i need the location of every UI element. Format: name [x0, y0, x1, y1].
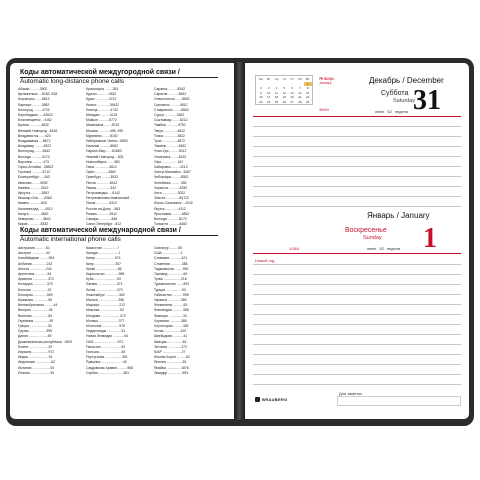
- code-entry: Мальта .....................356: [86, 298, 125, 303]
- international-column-1: [18, 246, 84, 376]
- holiday-label: Новый год: [255, 258, 275, 263]
- code-entry: Махачкала ........8722: [86, 123, 120, 128]
- code-entry: Чехия .................420: [154, 329, 187, 334]
- entry1-red-rule: [253, 116, 461, 117]
- mini-calendar-weekday: Вт: [267, 77, 271, 81]
- code-entry: Португалия ..................351: [86, 355, 128, 360]
- code-entry: Курган ............3522: [86, 92, 117, 97]
- code-entry: Эквадор ...............593: [154, 370, 189, 375]
- day-of-year: 365/0: [319, 107, 330, 112]
- note-line[interactable]: [253, 334, 461, 335]
- code-entry: Абакан ..........3902: [18, 87, 48, 91]
- note-line[interactable]: [253, 294, 461, 295]
- mini-calendar-weekday: Пн: [258, 77, 263, 81]
- code-entry: Италия .....................39: [18, 370, 55, 375]
- mini-calendar-day: 20: [290, 95, 294, 100]
- domestic-codes-subtitle: Automatic long-distance phone calls: [20, 78, 125, 85]
- code-entry: Барнаул ..........3852: [18, 102, 50, 107]
- code-entry: Магадан ..........4132: [86, 113, 118, 118]
- code-entry: Брянск ............4832: [18, 123, 49, 128]
- code-entry: Вологда ...........8172: [18, 154, 50, 159]
- code-entry: Саранск ..........8342: [154, 87, 186, 91]
- code-entry: Азербайджан .........994: [18, 256, 55, 261]
- mini-calendar-day: 7: [299, 86, 301, 91]
- domestic-column-1: [18, 87, 84, 227]
- code-entry: Пенза ..............8412: [86, 180, 118, 185]
- week-label-ru: неделя: [394, 109, 409, 114]
- mini-calendar-day: 9: [260, 90, 262, 95]
- code-entry: Тула ................4872: [154, 139, 185, 144]
- mini-calendar-day: 15: [306, 90, 310, 95]
- code-entry: Вьетнам .................84: [18, 313, 53, 318]
- domestic-column-3: [154, 87, 224, 227]
- code-entry: Бельгия .................32: [18, 287, 52, 292]
- mini-calendar-day: 5: [283, 86, 286, 91]
- code-entry: Санкт-Петербург ..812: [86, 222, 122, 227]
- code-entry: Армения ................374: [18, 277, 54, 282]
- note-line[interactable]: [253, 344, 461, 345]
- code-entry: Омск ...............3812: [86, 165, 117, 170]
- entry1-weekday-en: Saturday: [393, 98, 416, 104]
- code-entry: Саудовская Аравия ..........966: [86, 365, 134, 370]
- code-entry: Финляндия ...........358: [154, 308, 189, 313]
- international-column-2: [86, 246, 152, 376]
- right-page: [245, 63, 469, 419]
- note-line[interactable]: [253, 126, 461, 127]
- code-entry: Волгоград ........8442: [18, 149, 51, 154]
- note-line[interactable]: [253, 364, 461, 365]
- code-entry: Монако .....................377: [86, 318, 125, 323]
- mini-calendar-day: 25: [274, 99, 279, 104]
- mini-calendar-day: 6: [291, 86, 293, 91]
- entry1-week-row: [375, 109, 408, 114]
- code-entry: Грузия ..................995: [18, 329, 53, 334]
- mini-calendar-day: 24: [267, 99, 271, 104]
- code-entry: Липецк .............4742: [86, 107, 118, 112]
- code-entry: Филиппины ...........63: [154, 303, 188, 308]
- mini-calendar-day: 19: [282, 95, 286, 100]
- note-line[interactable]: [253, 304, 461, 305]
- code-entry: Греция ...................30: [18, 324, 52, 329]
- left-page: [10, 63, 234, 419]
- mini-calendar-day: 21: [298, 95, 302, 100]
- mini-calendar-weekday: Вс: [305, 77, 310, 81]
- mini-calendar-day: 18: [274, 95, 279, 100]
- code-entry: Набережные Челны ..8552: [86, 139, 128, 144]
- code-entry: Китай .......................86: [86, 266, 122, 271]
- code-entry: Турция .................90: [154, 287, 186, 292]
- mini-calendar-weekday: Пт: [290, 77, 294, 81]
- code-entry: Албания ...............213: [18, 261, 53, 266]
- code-entry: Мурманск ........8152: [86, 133, 118, 138]
- code-entry: Тверь ..............4822: [154, 128, 185, 133]
- code-entry: Уфа .................347: [154, 159, 184, 164]
- code-entry: Туркменистан .......993: [154, 282, 190, 287]
- notes-label: Для заметок: [339, 391, 362, 396]
- code-entry: Индия .....................91: [18, 355, 53, 360]
- note-line[interactable]: [253, 196, 461, 197]
- code-entry: США ...................1: [154, 251, 183, 256]
- code-entry: Сербия ..........................381: [86, 370, 129, 375]
- international-column-3: [154, 246, 224, 376]
- code-entry: Владивосток ......423: [18, 133, 51, 138]
- week-number: 52: [379, 246, 384, 251]
- code-entry: Грозный ...........8712: [18, 170, 50, 175]
- code-entry: Молдова ....................373: [86, 313, 126, 318]
- code-entry: Иваново ........4932: [18, 180, 48, 185]
- code-entry: Ханты-Мансийск ..3467: [154, 170, 191, 175]
- domestic-column-2: [86, 87, 152, 227]
- code-entry: Биробиджан .....42622: [18, 113, 53, 118]
- code-entry: Самара .............846: [86, 217, 118, 222]
- notes-box[interactable]: [337, 396, 461, 406]
- code-entry: Монголия ..................976: [86, 324, 125, 329]
- code-entry: Австрия ...............43: [18, 251, 50, 256]
- note-line[interactable]: [253, 166, 461, 167]
- code-entry: Словакия ............421: [154, 256, 188, 261]
- mini-calendar-day: 17: [267, 95, 271, 100]
- entry2-weekday: Воскресенье: [345, 227, 387, 234]
- code-entry: ЮАР ....................27: [154, 350, 186, 355]
- note-line[interactable]: [253, 206, 461, 207]
- code-entry: Латвия ....................371: [86, 282, 123, 287]
- code-entry: Ижевск ...........3412: [18, 185, 49, 190]
- entry1-day-number: 31: [413, 85, 441, 116]
- note-line[interactable]: [253, 186, 461, 187]
- code-entry: Сургут ............3462: [154, 113, 185, 118]
- week-label-ru: неделя: [386, 246, 401, 251]
- code-entry: Беларусь ..............375: [18, 282, 53, 287]
- code-entry: Австралия ...........61: [18, 246, 50, 250]
- code-entry: Владимир .........4922: [18, 144, 52, 149]
- code-entry: Нидерланды ...............31: [86, 329, 125, 334]
- code-entry: Саратов ...........8452: [154, 92, 187, 97]
- code-entry: Ямайка ...............1876: [154, 365, 189, 370]
- code-entry: Кипр ......................357: [86, 261, 121, 266]
- code-entry: Швейцария ...........41: [154, 334, 188, 339]
- code-entry: Петропавловск-Камчатский ..: [86, 196, 133, 201]
- code-entry: Пермь ..............342: [86, 185, 117, 190]
- code-entry: Южная Корея ..........82: [154, 355, 190, 360]
- title-divider: [20, 77, 218, 78]
- mini-calendar-day: 26: [282, 99, 286, 104]
- code-entry: Израиль .................972: [18, 350, 55, 355]
- code-entry: Нальчик ...........8662: [86, 144, 118, 149]
- code-entry: Вологда ............8172: [154, 217, 187, 222]
- note-line[interactable]: [253, 146, 461, 147]
- code-entry: Узбекистан ...........998: [154, 292, 189, 297]
- code-entry: Ростов-на-Дону ...863: [86, 206, 121, 211]
- code-entry: Тюмень ............3452: [154, 144, 187, 149]
- code-entry: Йошкар-Ола ......8362: [18, 196, 53, 201]
- code-entry: Оренбург .........3532: [86, 175, 118, 180]
- mini-calendar-day: 22: [306, 95, 310, 100]
- code-entry: Новая Зеландия ............64: [86, 334, 129, 339]
- note-line[interactable]: [253, 156, 461, 157]
- code-entry: Киров .............8332: [18, 222, 49, 227]
- code-entry: Украина ..............380: [154, 298, 187, 303]
- code-entry: Швеция ................46: [154, 339, 187, 344]
- mini-calendar: [255, 75, 313, 105]
- mini-calendar-month: Январь: [319, 76, 335, 81]
- international-codes-title: Коды автоматической международной связи /: [20, 227, 181, 234]
- code-entry: Смоленск ..........4812: [154, 102, 188, 107]
- code-entry: Черкесск ...........8782: [154, 185, 188, 190]
- code-entry: Екатеринбург ....343: [18, 175, 50, 180]
- note-line[interactable]: [253, 384, 461, 385]
- code-entry: Марокко ....................212: [86, 303, 125, 308]
- entry2-week-row: [367, 246, 400, 251]
- note-line[interactable]: [253, 314, 461, 315]
- code-entry: Германия ................49: [18, 318, 53, 323]
- code-entry: Чебоксары .........8352: [154, 175, 189, 180]
- mini-calendar-day: 8: [306, 86, 309, 91]
- entry2-day-of-year: [289, 246, 299, 251]
- code-entry: Астрахань .......8512: [18, 97, 50, 102]
- code-entry: Воронеж ...........473: [18, 159, 49, 164]
- note-line[interactable]: [253, 354, 461, 355]
- code-entry: Курск ..............4712: [86, 97, 117, 102]
- code-entry: Иркутск ...........3952: [18, 191, 50, 196]
- mini-calendar-month-en: January: [319, 81, 332, 85]
- code-entry: Пакистан .....................92: [86, 344, 126, 349]
- code-entry: Нижний Новгород ...831: [86, 154, 124, 159]
- code-entry: Бразилия ...............55: [18, 298, 52, 303]
- mini-calendar-day: 23: [259, 99, 263, 104]
- code-entry: Аргентина .............54: [18, 272, 52, 277]
- code-entry: Нарьян-Мар ......81853: [86, 149, 122, 154]
- code-entry: Куба ........................53: [86, 277, 121, 282]
- code-entry: Испания ...................34: [18, 365, 55, 370]
- entry2-red-rule: [253, 253, 461, 254]
- code-entry: Польша .......................48: [86, 350, 125, 355]
- week-number: 52: [387, 109, 392, 114]
- mini-calendar-day: 28: [298, 99, 302, 104]
- note-line[interactable]: [253, 374, 461, 375]
- code-entry: Таиланд ................66: [154, 272, 188, 277]
- entry1-month: Декабрь / December: [369, 76, 444, 85]
- mini-calendar-weekday: Чт: [282, 77, 286, 81]
- code-entry: Казахстан ...............7: [86, 246, 119, 250]
- code-entry: Ульяновск ........8422: [154, 154, 187, 159]
- code-entry: Новосибирск .......383: [86, 159, 120, 164]
- code-entry: Дания ....................45: [18, 334, 52, 339]
- note-line[interactable]: [253, 324, 461, 325]
- code-entry: Черногория ..........382: [154, 324, 189, 329]
- international-codes-subtitle: Automatic international phone calls: [20, 236, 121, 243]
- code-entry: Венгрия ..................36: [18, 308, 53, 313]
- code-entry: Томск ..............3822: [154, 133, 185, 138]
- note-line[interactable]: [253, 136, 461, 137]
- code-entry: Люксембург ..............352: [86, 292, 125, 297]
- brand-mark-icon: [255, 397, 260, 402]
- code-entry: Архангельск ....8182, 818: [18, 92, 58, 97]
- code-entry: Орёл ..............4862: [86, 170, 117, 175]
- mini-calendar-day: 14: [298, 90, 302, 95]
- mini-calendar-day: 11: [274, 90, 279, 95]
- code-entry: Челябинск ..........351: [154, 180, 187, 185]
- code-entry: Рязань ............4912: [86, 211, 117, 216]
- code-entry: Красноярск ........391: [86, 87, 119, 91]
- planner-spine: [234, 62, 245, 420]
- code-entry: Тольятти ...........8482: [154, 222, 188, 227]
- code-entry: Благовещенск ...4162: [18, 118, 52, 123]
- brand-name: BRAUBERG: [262, 397, 288, 402]
- code-entry: Литва ......................370: [86, 287, 123, 292]
- brand-logo: [255, 397, 288, 402]
- code-entry: Франция ...............33: [154, 313, 187, 318]
- note-line[interactable]: [253, 284, 461, 285]
- code-entry: Болгария ..............359: [18, 292, 53, 297]
- code-entry: Тамбов ............4752: [154, 123, 186, 128]
- entry1-weekday: Суббота: [381, 90, 409, 97]
- code-entry: Эстония ..............372: [154, 344, 187, 349]
- note-line[interactable]: [253, 264, 461, 265]
- code-entry: Калуга ............4842: [18, 211, 49, 216]
- code-entry: Горно-Алтайск ..38822: [18, 165, 54, 170]
- mini-calendar-day: 1: [304, 82, 312, 87]
- code-entry: Кыргызстан ..............996: [86, 272, 125, 277]
- code-entry: Румыния .......................40: [86, 360, 127, 365]
- code-entry: Великобритания .........44: [18, 303, 58, 308]
- code-entry: Чита ................3022: [154, 191, 186, 196]
- entry2-weekday-en: Sunday: [363, 235, 382, 241]
- day-of-year: 1/364: [289, 246, 300, 251]
- code-entry: Петрозаводск ....8142: [86, 191, 120, 196]
- code-entry: Сингапур .........65: [154, 246, 182, 250]
- code-entry: Канада .....................1: [86, 251, 121, 256]
- entry2-day-number: 1: [423, 223, 437, 254]
- mini-calendar-day: 16: [259, 95, 263, 100]
- code-entry: Севастополь .......8692: [154, 97, 190, 102]
- mini-calendar-weekday: Сб: [297, 77, 302, 81]
- code-entry: Улан-Удэ ..........3012: [154, 149, 187, 154]
- week-label: week: [367, 246, 377, 251]
- mini-calendar-day: 29: [306, 99, 310, 104]
- mini-calendar-day: 3: [267, 86, 270, 91]
- code-entry: Тунис ..................216: [154, 277, 187, 282]
- entry2-month: Январь / January: [367, 211, 430, 220]
- code-entry: Якутск ..............4112: [154, 206, 186, 211]
- code-entry: Калининград ......4012: [18, 206, 53, 211]
- code-entry: Мексика .....................52: [86, 308, 124, 313]
- code-entry: Египет ....................20: [18, 344, 53, 349]
- mini-calendar-day: 13: [290, 90, 294, 95]
- code-entry: Майкоп ...........8772: [86, 118, 117, 123]
- code-entry: Казань ............843: [18, 201, 47, 206]
- code-entry: Ярославль ..........4852: [154, 211, 190, 216]
- note-line[interactable]: [253, 274, 461, 275]
- code-entry: Хабаровск .........4212: [154, 165, 188, 170]
- title-divider: [20, 235, 218, 236]
- code-entry: Южно-Сахалинск ...4242: [154, 201, 193, 206]
- code-entry: Кемерово .........3842: [18, 217, 51, 222]
- code-entry: Сыктывкар ........8212: [154, 118, 188, 123]
- code-entry: Владикавказ ....8672: [18, 139, 51, 144]
- mini-calendar-day: 12: [282, 90, 286, 95]
- code-entry: Словения ............386: [154, 261, 188, 266]
- mini-calendar-day: 4: [275, 86, 278, 91]
- week-label: week: [375, 109, 385, 114]
- code-entry: Катар ....................974: [86, 256, 121, 261]
- code-entry: Доминиканская республика ..1809: [18, 339, 72, 344]
- mini-calendar-grid: [257, 77, 312, 105]
- mini-calendar-weekday: Ср: [274, 77, 279, 81]
- code-entry: Белгород .........4722: [18, 107, 50, 112]
- code-entry: Великий Новгород ..8162: [18, 128, 58, 133]
- code-entry: Япония .................81: [154, 360, 187, 365]
- code-entry: Кызыл .............39422: [86, 102, 119, 107]
- code-entry: Ангола .................244: [18, 266, 52, 271]
- code-entry: ОАЭ .........................971: [86, 339, 124, 344]
- domestic-codes-title: Коды автоматической междугородной связи /: [20, 69, 180, 76]
- code-entry: Индонезия ................62: [18, 360, 55, 365]
- code-entry: Хорватия ............385: [154, 318, 187, 323]
- code-entry: Москва ............495, 499: [86, 128, 124, 133]
- code-entry: Элиста ..............84722: [154, 196, 189, 201]
- code-entry: Таджикистан ........992: [154, 266, 189, 271]
- mini-calendar-day: 27: [290, 99, 294, 104]
- note-line[interactable]: [253, 176, 461, 177]
- mini-calendar-day: 10: [267, 90, 271, 95]
- code-entry: Ставрополь ........8652: [154, 107, 189, 112]
- code-entry: Псков ..............8112: [86, 201, 117, 206]
- mini-calendar-day: 2: [260, 86, 262, 91]
